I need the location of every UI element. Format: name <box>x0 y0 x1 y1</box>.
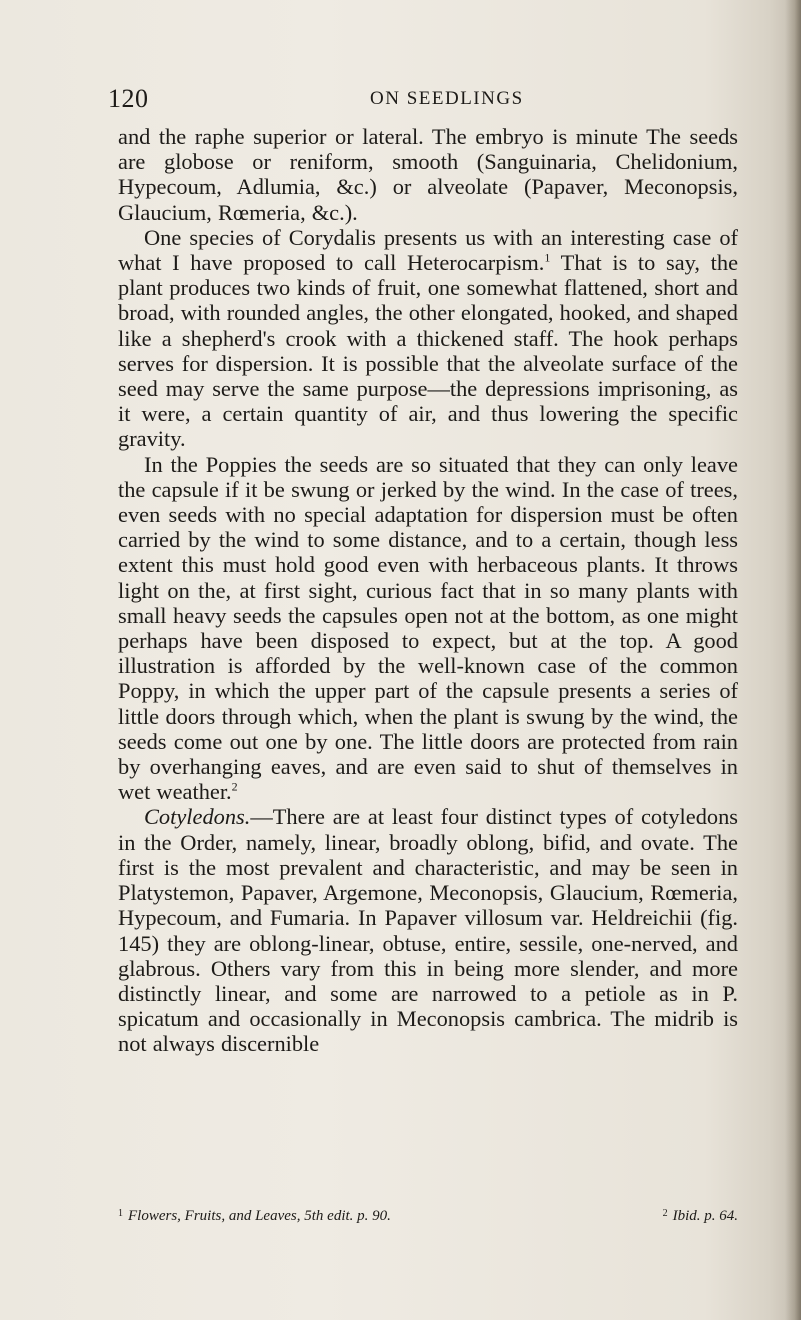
footnote <box>663 1208 738 1225</box>
page-header <box>108 84 748 118</box>
body-text <box>118 124 738 1057</box>
paragraph-text: One species of Corydalis presents us with an interesting case of what I have proposed to call Heterocarpism. <box>118 224 738 276</box>
footnote-reference: 1 <box>544 250 551 265</box>
footnote-text: Flowers, Fruits, and Leaves, 5th edit. p. 90. <box>128 1208 391 1224</box>
paragraph-text: That is to say, the plant produces two kinds of fruit, one somewhat flattened, short and broad, with rounded angles, the other elongated, hooked, and shaped like a shepherd's crook with a thickened staff. The hook perhaps serves for dispersion. It is possible that the alveolate surface of the seed may serve the same purpose—the depressions imprisoning, as it were, a certain quantity of air, and thus lowering the specific gravity. <box>118 250 739 452</box>
paragraph-text: In the Poppies the seeds are so situated that they can only leave the capsule if it be swung or jerked by the wind. In the case of trees, even seeds with no special adaptation for dispersion must be often carried by the wind to some distance, and to a certain, though less extent this must hold good even with herbaceous plants. It throws light on the, at first sight, curious fact that in so many plants with small heavy seeds the capsules open not at the bottom, as one might perhaps have been disposed to expect, but at the top. A good illustration is afforded by the well-known case of the common Poppy, in which the upper part of the capsule presents a series of little doors through which, when the plant is swung by the wind, the seeds come out one by one. The little doors are protected from rain by overhanging eaves, and are even said to shut of themselves in wet weather. <box>118 451 738 805</box>
footnote-mark: 1 <box>118 1208 123 1219</box>
paragraph-cotyledons <box>118 804 738 1056</box>
footnotes <box>118 1208 738 1225</box>
footnote <box>118 1208 391 1225</box>
footnote-reference: 2 <box>231 779 238 794</box>
paragraph-embryo-seeds: and the raphe superior or lateral. The embryo is minute The seeds are globose or reniform, smooth (Sanguinaria, Chelidonium, Hypecoum, Adlumia, &c.) or alveolate (Papaver, Meconopsis, Glaucium, Rœmeria, &c.). <box>118 124 738 225</box>
page-number: 120 <box>108 84 149 113</box>
section-heading: Cotyledons. <box>144 804 251 830</box>
running-head: ON SEEDLINGS <box>370 88 524 109</box>
paragraph-poppies <box>118 452 738 805</box>
footnote-text: Ibid. p. 64. <box>672 1208 738 1224</box>
paragraph-heterocarpism <box>118 225 738 452</box>
footnote-mark: 2 <box>662 1208 668 1219</box>
paragraph-text: —There are at least four distinct types of cotyledons in the Order, namely, linear, broadly oblong, bifid, and ovate. The first is the most prevalent and characteristic, and may be seen in Platystemon, Papaver, Argemone, Meconopsis, Glaucium, Rœmeria, Hypecoum, and Fumaria. In Papaver villosum var. Heldreichii (fig. 145) they are oblong-linear, obtuse, entire, sessile, one-nerved, and glabrous. Others vary from this in being more slender, and more distinctly linear, and some are narrowed to a petiole as in P. spicatum and occasionally in Meconopsis cambrica. The midrib is not always discernible <box>118 804 738 1057</box>
page-edge-shadow <box>785 0 801 1320</box>
